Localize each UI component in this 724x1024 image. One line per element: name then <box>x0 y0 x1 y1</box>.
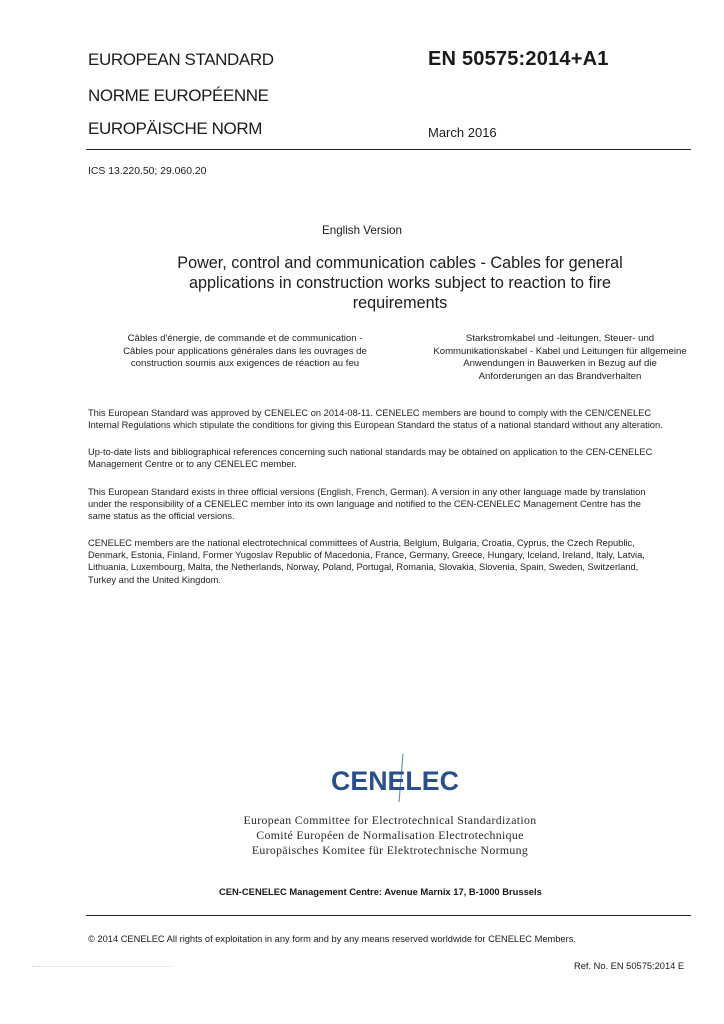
paragraph-line: Up-to-date lists and bibliographical references concerning such national standards may be obtained on application to the CEN-CENELEC <box>88 447 653 457</box>
ics-codes: ICS 13.220.50; 29.060.20 <box>88 166 207 177</box>
header-europaische-norm: EUROPÄISCHE NORM <box>88 119 263 138</box>
paragraph-approval <box>88 407 663 431</box>
paragraph-line: Turkey and the United Kingdom. <box>88 574 221 585</box>
title-line: applications in construction works subject to reaction to fire <box>189 274 611 292</box>
committee-name-en: European Committee for Electrotechnical Standardization <box>243 813 537 827</box>
german-title <box>405 333 715 383</box>
paragraph-members <box>88 537 645 586</box>
paragraph-line: This European Standard exists in three official versions (English, French, German). A version in any other language made by translation <box>88 487 646 497</box>
german-title-line: Anforderungen an das Brandverhalten <box>478 370 642 382</box>
cenelec-logo-text: CENELEC <box>331 766 459 796</box>
title-line: Power, control and communication cables - Cables for general <box>177 254 623 272</box>
cenelec-logo <box>329 750 465 806</box>
paragraph-line: same status as the official versions. <box>88 511 235 522</box>
reference-number: Ref. No. EN 50575:2014 E <box>574 961 685 971</box>
german-title-line: Kommunikationskabel - Kabel und Leitungen für allgemeine <box>433 345 687 357</box>
footer-rule <box>86 915 691 916</box>
paragraph-versions <box>88 486 645 523</box>
french-title-line: Câbles pour applications générales dans les ouvrages de <box>123 345 367 357</box>
paragraph-line: Lithuania, Luxembourg, Malta, the Netherlands, Norway, Poland, Portugal, Romania, Slovakia, Slovenia, Spain, Sweden, Switzerland, <box>88 562 639 573</box>
paragraph-references <box>88 446 652 470</box>
paragraph-line: CENELEC members are the national electrotechnical committees of Austria, Belgium, Bulgaria, Croatia, Cyprus, the Czech Republic, <box>88 538 635 548</box>
header-european-standard: EUROPEAN STANDARD <box>88 50 274 69</box>
committee-name-fr: Comité Européen de Normalisation Electrotechnique <box>256 828 524 842</box>
french-title <box>70 333 420 371</box>
paragraph-line: Internal Regulations which stipulate the conditions for giving this European Standard the status of a national standard without any alteration. <box>88 420 663 431</box>
publication-date: March 2016 <box>428 125 497 140</box>
french-title-line: construction soumis aux exigences de réaction au feu <box>130 358 360 369</box>
management-centre-address: CEN-CENELEC Management Centre: Avenue Marnix 17, B-1000 Brussels <box>219 886 542 897</box>
title-line: requirements <box>352 294 448 312</box>
standard-number: EN 50575:2014+A1 <box>428 48 609 70</box>
copyright-notice: © 2014 CENELEC All rights of exploitation in any form and by any means reserved worldwide for CENELEC Members. <box>88 934 576 944</box>
paragraph-line: Management Centre or to any CENELEC member. <box>88 459 297 470</box>
paragraph-line: under the responsibility of a CENELEC member into its own language and notified to the CEN-CENELEC Management Centre has the <box>88 499 641 510</box>
header-rule <box>86 149 691 150</box>
faint-dotted-line <box>32 966 172 967</box>
cenelec-logo-svg <box>329 750 465 806</box>
german-title-line: Anwendungen in Bauwerken in Bezug auf die <box>463 358 657 369</box>
committee-names <box>130 813 650 858</box>
committee-name-de: Europäisches Komitee für Elektrotechnische Normung <box>251 843 529 857</box>
french-title-line: Câbles d'énergie, de commande et de communication - <box>127 333 363 344</box>
header-norme-europeenne: NORME EUROPÉENNE <box>88 86 269 105</box>
document-title <box>90 253 710 313</box>
german-title-line: Starkstromkabel und -leitungen, Steuer- und <box>465 333 655 344</box>
paragraph-line: Denmark, Estonia, Finland, Former Yugoslav Republic of Macedonia, France, Germany, Greece, Hungary, Iceland, Ireland, Italy, Latvia, <box>88 550 645 561</box>
paragraph-line: This European Standard was approved by CENELEC on 2014-08-11. CENELEC members are bound to comply with the CEN/CENELEC <box>88 408 652 418</box>
version-label: English Version <box>322 224 402 237</box>
